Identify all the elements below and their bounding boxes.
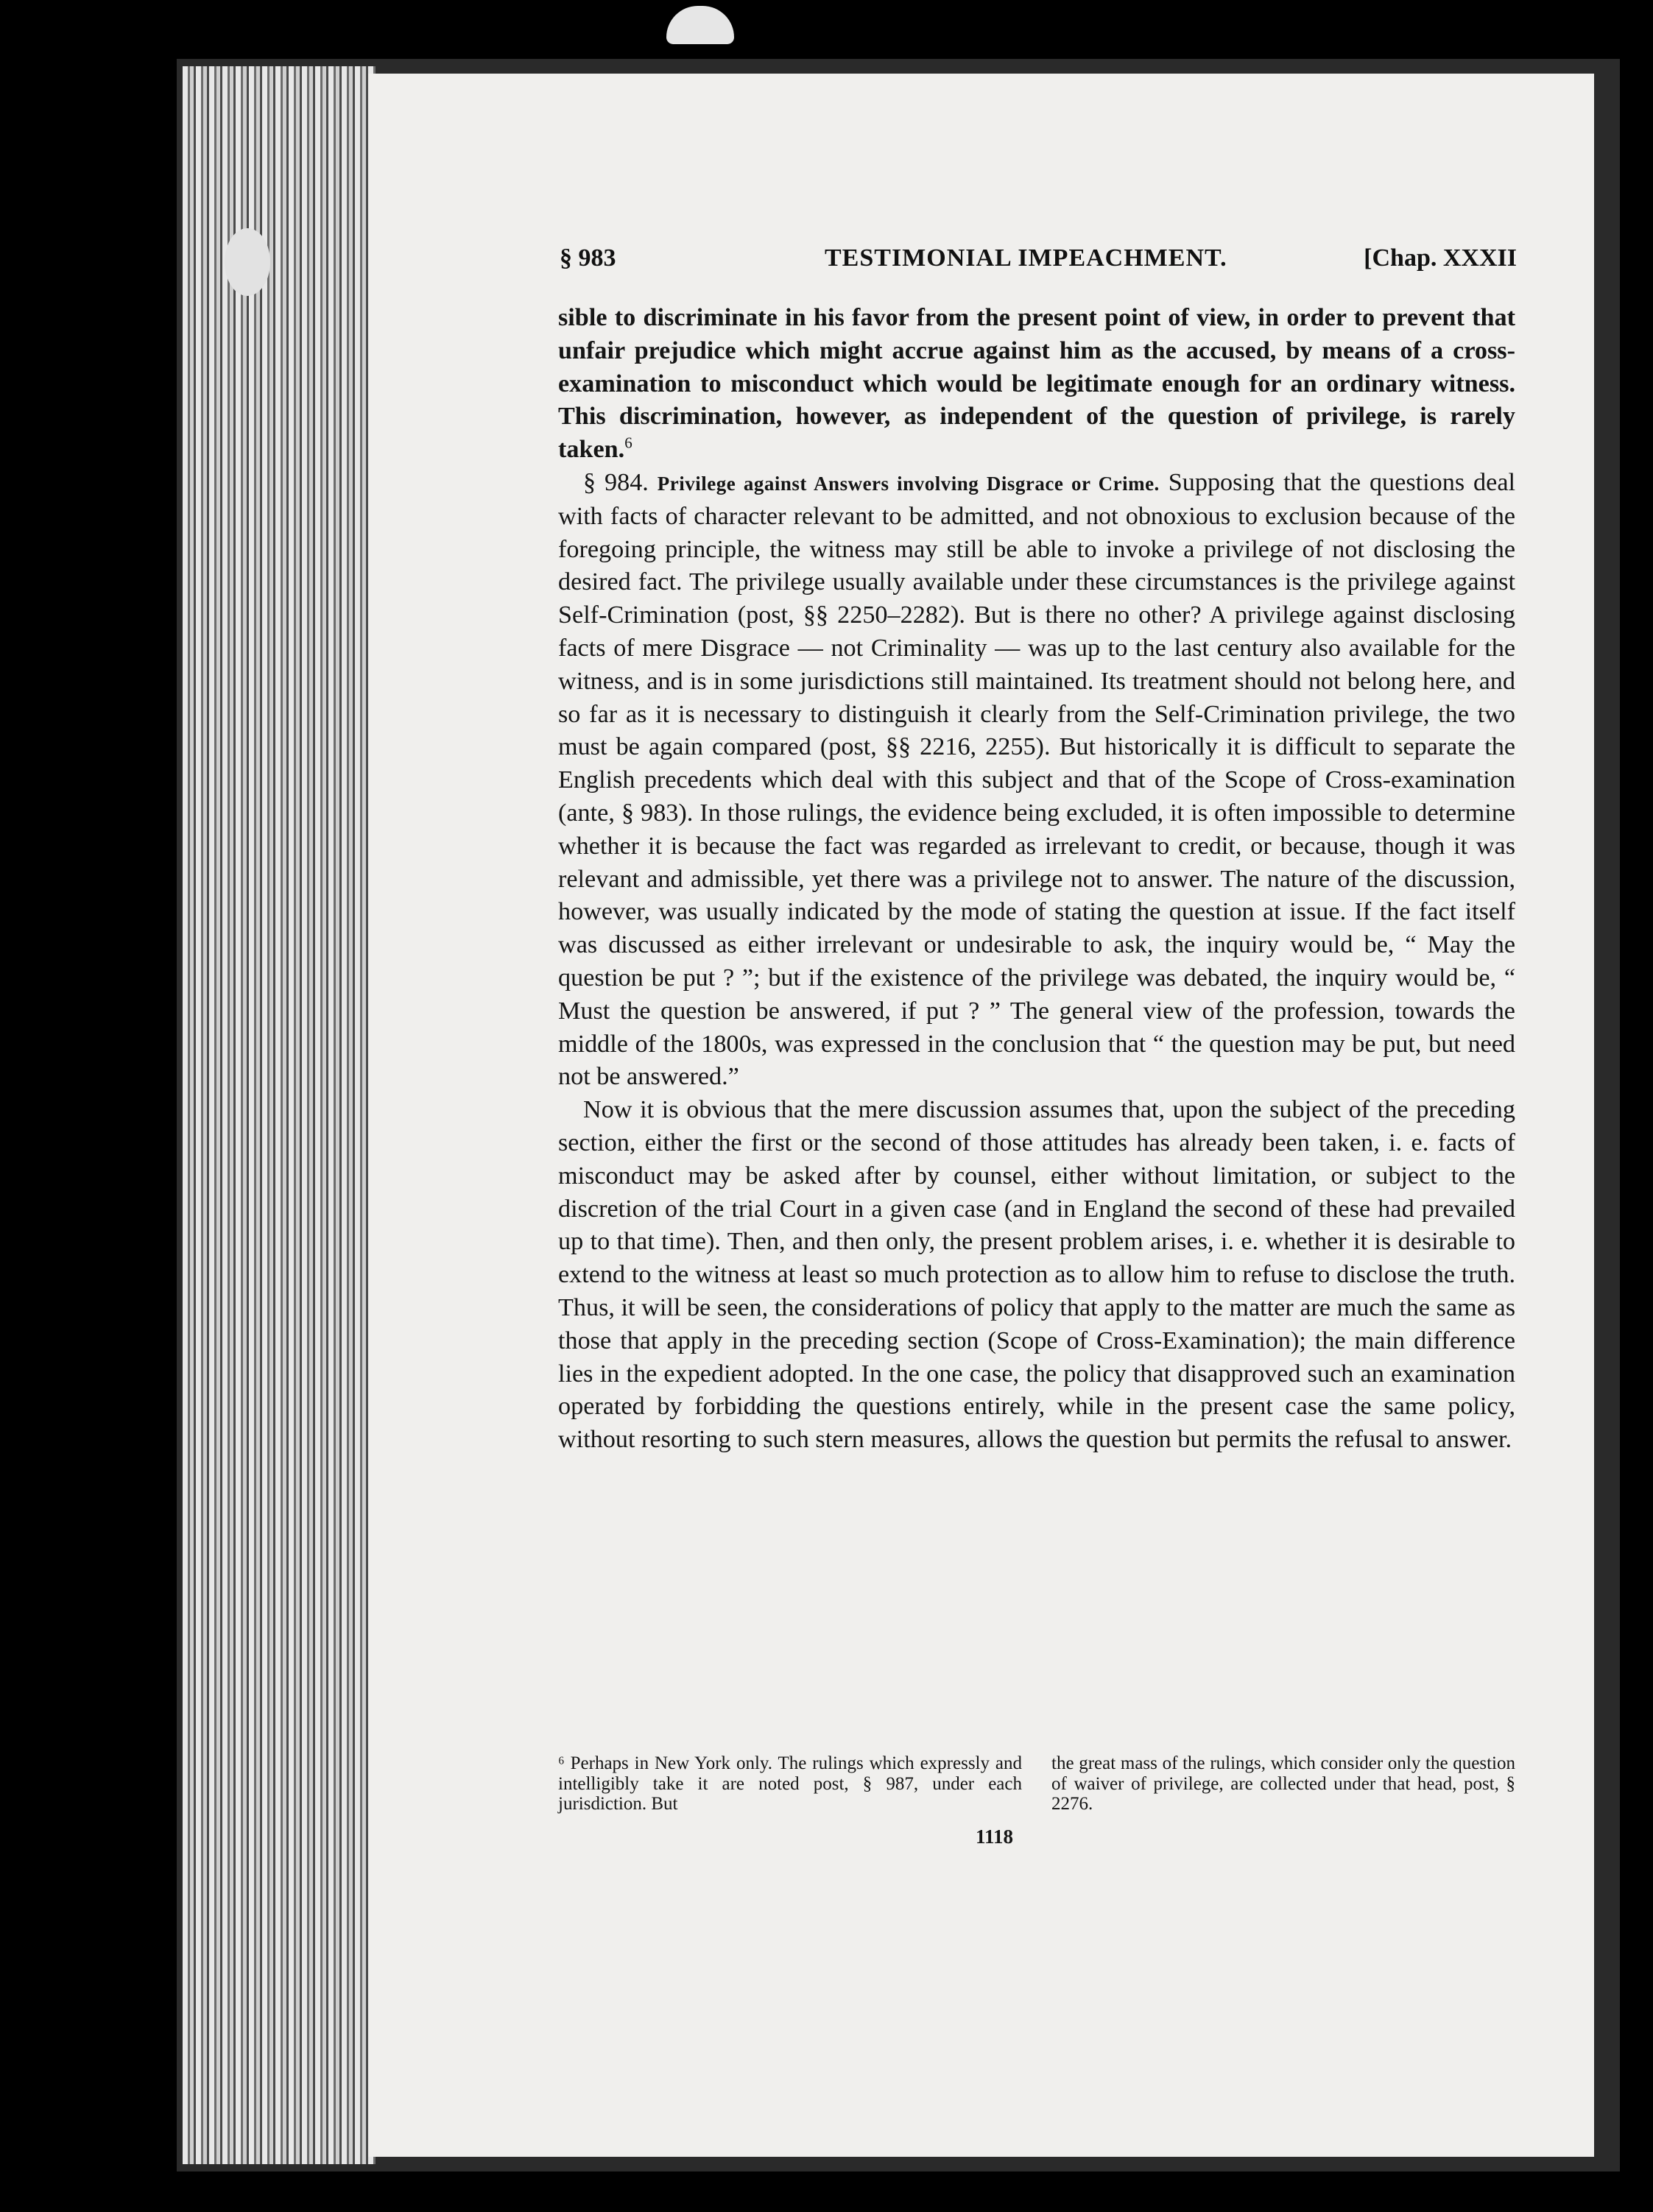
page-edges bbox=[183, 66, 376, 2164]
section-number: § 984. bbox=[583, 468, 649, 496]
scan-artifact-top bbox=[666, 6, 734, 44]
paragraph-2-text: Supposing that the questions deal with facts of character relevant to be admitted, and not obnoxious to exclusion because of the foregoing principle, the witness may still be able to invoke a privilege of not disclosing the desired fact. The privilege usually available under these circumstances is the privilege against Self-Crimination (post, §§ 2250–2282). But is there no other? A privilege against disclosing facts of mere Disgrace — not Criminality — was up to the last century also available for the witness, and is in some jurisdictions still maintained. Its treatment should not belong here, and so far as it is necessary to distinguish it clearly from the Self-Crimination privilege, the two must be again compared (post, §§ 2216, 2255). But historically it is difficult to separate the English precedents which deal with this subject and that of the Scope of Cross-examination (ante, § 983). In those rulings, the evidence being excluded, it is often impossible to determine whether it is because the fact was regarded as irrelevant to credit, or because, though it was relevant and admissible, yet there was a privilege not to answer. The nature of the discussion, however, was usually indicated by the mode of stating the question at issue. If the fact itself was discussed as either irrelevant or undesirable to ask, the inquiry would be, “ May the question be put ? ”; but if the existence of the privilege was debated, the inquiry would be, “ Must the question be answered, if put ? ” The general view of the profession, towards the middle of the 1800s, was expressed in the conclusion that “ the question may be put, but need not be answered.” bbox=[558, 468, 1515, 1091]
scan-artifact-left bbox=[225, 228, 270, 296]
body-text bbox=[558, 302, 1515, 1457]
paragraph-1-text: sible to discriminate in his favor from the present point of view, in order to prevent that unfair prejudice which might accrue against him as the accused, by means of a cross-examination to misconduct which would be legitimate enough for an ordinary witness. This discrimination, however, as independent of the question of privilege, is rarely taken. bbox=[558, 304, 1515, 464]
header-chapter: [Chap. XXXII bbox=[1364, 244, 1517, 272]
footnotes bbox=[558, 1753, 1515, 1815]
header-title: TESTIMONIAL IMPEACHMENT. bbox=[825, 244, 1227, 272]
page-number: 1118 bbox=[976, 1826, 1014, 1848]
header-section: § 983 bbox=[560, 244, 616, 272]
footnote-right: the great mass of the rulings, which consider only the question of waiver of privilege, are collected under that head, post, § 2276. bbox=[1051, 1753, 1515, 1814]
section-heading: Privilege against Answers involving Disgrace or Crime. bbox=[657, 472, 1160, 495]
paragraph-1 bbox=[558, 302, 1515, 467]
footnote-left: ⁶ Perhaps in New York only. The rulings which expressly and intelligibly take it are noted post, § 987, under each jurisdiction. But bbox=[558, 1753, 1022, 1814]
running-header bbox=[560, 244, 1517, 283]
footnote-ref: 6 bbox=[624, 434, 632, 452]
paragraph-3: Now it is obvious that the mere discussion assumes that, upon the subject of the preceding section, either the first or the second of those attitudes has already been taken, i. e. facts of misconduct may be asked after by counsel, either without limitation, or subject to the discretion of the trial Court in a given case (and in England the second of these had prevailed up to that time). Then, and then only, the present problem arises, i. e. whether it is desirable to extend to the witness at least so much protection as to allow him to refuse to disclose the truth. Thus, it will be seen, the considerations of policy that apply to the matter are much the same as those that apply in the preceding section (Scope of Cross-Examination); the main difference lies in the expedient adopted. In the one case, the policy that disapproved such an examination operated by forbidding the questions entirely, while in the present case the same policy, without resorting to such stern measures, allows the question but permits the refusal to answer. bbox=[558, 1096, 1515, 1454]
paragraph-2 bbox=[558, 467, 1515, 1094]
